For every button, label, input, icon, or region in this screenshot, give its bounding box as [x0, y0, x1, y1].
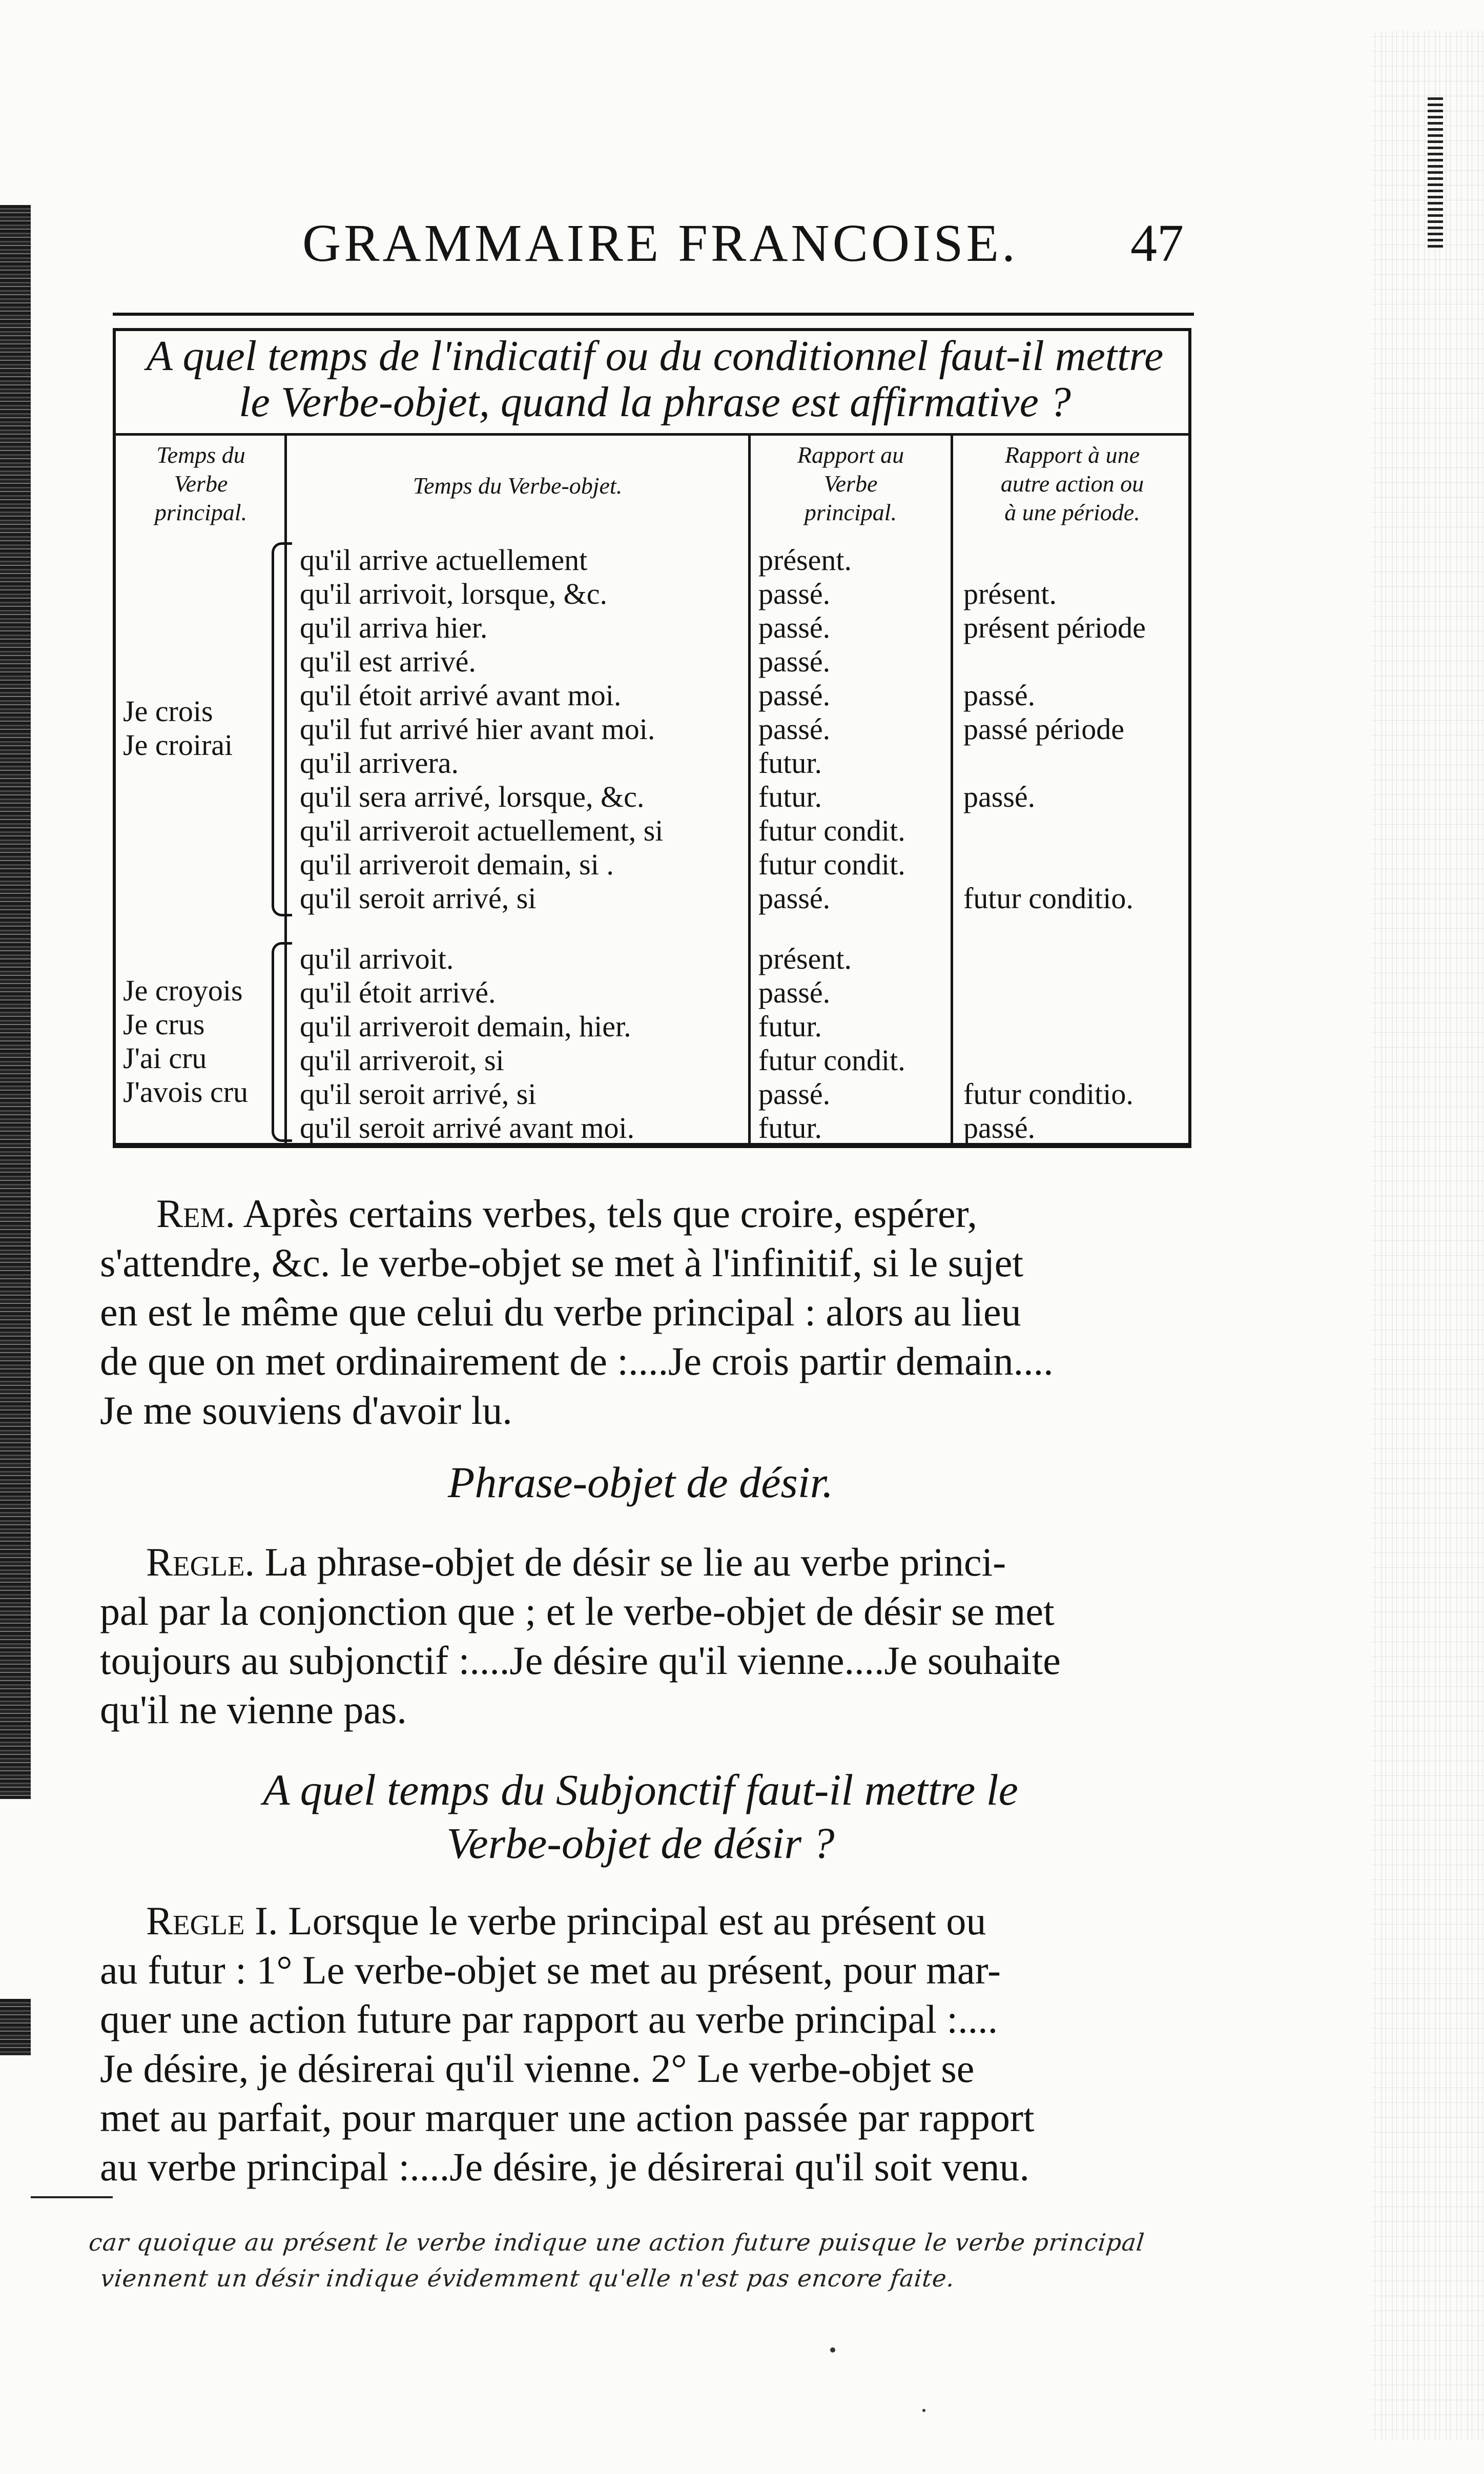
regle-line1 [100, 1538, 1181, 1587]
table-question-rule [113, 433, 1191, 436]
header-line: Verbe [823, 471, 878, 497]
ink-speck [830, 2347, 835, 2353]
principal-javois-cru: J'avois cru [123, 1075, 249, 1109]
header-line: à une période. [1004, 499, 1140, 525]
rem-label: Rem. [156, 1191, 236, 1236]
handwritten-line1: car quoique au présent le verbe indique une action future puisque le verbe principal [87, 2228, 1146, 2256]
heading-line1: A quel temps du Subjonctif faut-il mettre le [263, 1765, 1018, 1814]
section-heading-phrase-objet: Phrase-objet de désir. [447, 1458, 834, 1507]
regle-line3: toujours au subjonctif :....Je désire qu'il vienne....Je souhaite [100, 1638, 1061, 1683]
rapport-cell: présent. [758, 942, 852, 975]
verbe-cell: qu'il étoit arrivé. [300, 976, 496, 1009]
regle-i-text: Lorsque le verbe principal est au présent ou [288, 1898, 986, 1943]
regle-i-line2: au futur : 1° Le verbe-objet se met au présent, pour mar- [100, 1948, 1001, 1992]
principal-je-crois: Je crois [123, 694, 213, 728]
table-question-line1: A quel temps de l'indicatif ou du conditionnel faut-il mettre [146, 332, 1164, 380]
verbe-cell: qu'il seroit arrivé, si [300, 882, 537, 915]
rapport-cell: futur condit. [758, 848, 905, 881]
autre-cell: passé. [963, 780, 1036, 813]
column-rule-3 [951, 435, 953, 1144]
binding-shadow [0, 205, 31, 1799]
verbe-cell: qu'il arriveroit demain, si . [300, 848, 614, 881]
rem-text: Après certains verbes, tels que croire, espérer, [243, 1191, 977, 1236]
rem-line5: Je me souviens d'avoir lu. [100, 1388, 512, 1433]
rapport-cell: passé. [758, 976, 831, 1009]
verbe-cell: qu'il arrivera. [300, 746, 459, 780]
rapport-cell: passé. [758, 712, 831, 746]
autre-cell: passé. [963, 679, 1036, 712]
regle-i-label: Regle I. [146, 1898, 278, 1943]
rem-line4: de que on met ordinairement de :....Je crois partir demain.... [100, 1339, 1054, 1383]
rapport-cell: passé. [758, 611, 831, 644]
handwritten-line2: viennent un désir indique évidemment qu'elle n'est pas encore faite. [99, 2264, 957, 2292]
regle-i-paragraph [100, 1896, 1181, 2192]
header-temps-principal [119, 441, 283, 527]
principal-je-crus: Je crus [123, 1008, 205, 1041]
rem-line3: en est le même que celui du verbe principal : alors au lieu [100, 1290, 1021, 1334]
rapport-cell: futur. [758, 1111, 822, 1144]
autre-cell: futur conditio. [963, 882, 1133, 915]
regle-label: Regle. [146, 1540, 255, 1584]
verbe-cell: qu'il étoit arrivé avant moi. [300, 679, 622, 712]
header-line: Verbe [174, 471, 228, 497]
header-line: Temps du [156, 442, 245, 468]
rem-paragraph [100, 1189, 1181, 1435]
verbe-cell: qu'il arriva hier. [300, 611, 488, 644]
rapport-cell: futur condit. [758, 1044, 905, 1077]
rapport-cell: passé. [758, 882, 831, 915]
regle-i-line6: au verbe principal :....Je désire, je désirerai qu'il soit venu. [100, 2144, 1029, 2189]
column-rule-2 [748, 435, 751, 1144]
margin-rule [31, 2196, 113, 2198]
table-question-line2: le Verbe-objet, quand la phrase est affirmative ? [239, 378, 1071, 426]
principal-je-croirai: Je croirai [123, 728, 233, 762]
rapport-cell: présent. [758, 543, 852, 577]
rapport-cell: futur. [758, 746, 822, 780]
running-title: GRAMMAIRE FRANCOISE. [302, 214, 1019, 273]
regle-text: La phrase-objet de désir se lie au verbe princi- [264, 1540, 1006, 1584]
verbe-cell: qu'il arrive actuellement [300, 543, 588, 577]
verbe-cell: qu'il arriveroit, si [300, 1044, 504, 1077]
header-rapport-principal [753, 441, 948, 527]
regle-i-line5: met au parfait, pour marquer une action passée par rapport [100, 2095, 1035, 2140]
verbe-cell: qu'il est arrivé. [300, 645, 476, 678]
autre-cell: présent période [963, 611, 1146, 644]
verbe-cell: qu'il seroit arrivé avant moi. [300, 1111, 635, 1144]
head-rule [113, 313, 1194, 316]
header-line: principal. [804, 499, 897, 525]
verbe-cell: qu'il arriveroit actuellement, si [300, 814, 664, 847]
rapport-cell: futur. [758, 780, 822, 813]
rapport-cell: passé. [758, 1077, 831, 1111]
autre-cell: futur conditio. [963, 1077, 1133, 1111]
scan-noise-mark [1428, 97, 1443, 251]
autre-cell: passé période [963, 712, 1125, 746]
running-head [302, 215, 1184, 272]
rapport-cell: passé. [758, 577, 831, 610]
header-line: principal. [154, 499, 248, 525]
binding-shadow-lower [0, 1999, 31, 2055]
autre-cell: présent. [963, 577, 1057, 610]
group2-brace [272, 942, 292, 1142]
regle-i-line1 [100, 1896, 1181, 1946]
table-question [132, 333, 1178, 436]
principal-je-croyois: Je croyois [123, 974, 243, 1007]
regle-i-line4: Je désire, je désirerai qu'il vienne. 2° Le verbe-objet se [100, 2046, 975, 2091]
ink-speck [922, 2409, 925, 2412]
verbe-cell: qu'il arrivoit, lorsque, &c. [300, 577, 607, 610]
header-temps-verbe-objet: Temps du Verbe-objet. [413, 473, 623, 499]
regle-i-line3: quer une action future par rapport au verbe principal :.... [100, 1997, 998, 2041]
verbe-cell: qu'il arriveroit demain, hier. [300, 1010, 631, 1043]
principal-jai-cru: J'ai cru [123, 1041, 207, 1075]
handwritten-note [84, 2224, 1219, 2296]
verbe-cell: qu'il arrivoit. [300, 942, 454, 975]
section-heading-subjonctif [100, 1763, 1181, 1870]
rapport-cell: futur condit. [758, 814, 905, 847]
verbe-cell: qu'il seroit arrivé, si [300, 1077, 537, 1111]
rapport-cell: passé. [758, 645, 831, 678]
group1-brace [272, 542, 292, 916]
header-line: autre action ou [1000, 471, 1144, 497]
scan-noise-margin [1371, 31, 1484, 2440]
header-line: Rapport au [797, 442, 904, 468]
autre-cell: passé. [963, 1111, 1036, 1144]
header-line: Rapport à une [1004, 442, 1140, 468]
rapport-cell: passé. [758, 679, 831, 712]
regle-paragraph [100, 1538, 1181, 1734]
rapport-cell: futur. [758, 1010, 822, 1043]
header-rapport-autre [956, 441, 1189, 527]
heading-line2: Verbe-objet de désir ? [446, 1818, 835, 1868]
verbe-cell: qu'il fut arrivé hier avant moi. [300, 712, 655, 746]
page-number: 47 [1130, 214, 1184, 273]
verbe-cell: qu'il sera arrivé, lorsque, &c. [300, 780, 645, 813]
regle-line4: qu'il ne vienne pas. [100, 1687, 407, 1732]
rem-line1 [100, 1189, 1181, 1238]
regle-line2: pal par la conjonction que ; et le verbe-objet de désir se met [100, 1589, 1055, 1633]
rem-line2: s'attendre, &c. le verbe-objet se met à l'infinitif, si le sujet [100, 1240, 1024, 1285]
